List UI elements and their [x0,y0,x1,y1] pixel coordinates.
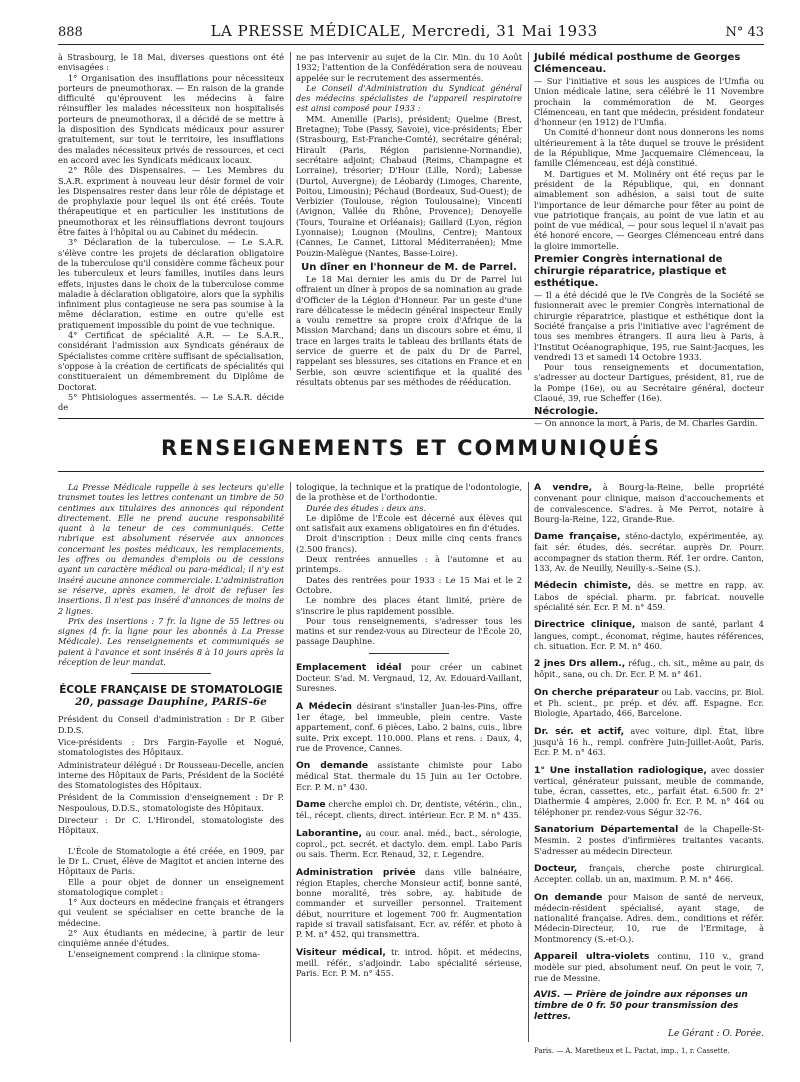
ad-text: avec dossier vertical, générateur puissant, meuble de commande, tube, écran, cassettes, etc., parfait état. 6.500 fr. 2° Diathermie 4 ampères, 2.000 fr. Ecr. P. M. n° 464 ou téléphoner pr. rendez-vous Ségur 32-76. [534,764,764,817]
ad-text: maison de santé, parlant 4 langues, compt., économat, régime, hautes références, ch. situation. Ecr. P. M. n° 460. [534,619,764,651]
classified-ad [534,726,764,758]
paragraph: tologique, la technique et la pratique de l'odontologie, de la prothèse et de l'orthodontie. [296,482,522,503]
ad-text: à Bourg-la-Reine, belle propriété convenant pour clinique, maison d'accouchements et de convalescence. S'adres. à Me Perrot, notaire à Bourg-la-Reine, 122, Grande-Rue. [534,482,764,524]
paragraph: Droit d'inscription : Deux mille cinq cents francs (2.500 francs). [296,533,522,554]
section-rule [58,471,764,472]
ad-text: tr. introd. hôpit. et médecins, meill. référ., s'adjoindr. Labo spécialité sérieuse, Paris. Ecr. P. M. n° 455. [296,946,522,979]
classified-ad [534,619,764,651]
bottom-column-2 [296,482,522,985]
paragraph: Le Conseil d'Administration du Syndicat général des médecins spécialistes de l'appareil respiratoire est ainsi composé pour 1933 : [296,82,522,114]
classified-ads [534,482,764,983]
ad-text: pour Maison de santé de nerveux, médecin-résident spécialisé, ayant stage, de nationalité française. Adres. dem., conditions et référ. Médecin-Directeur, 10, rue de l'Ermitage, à Montmorency (S.-et-O.). [534,891,764,944]
classified-ads [296,662,522,979]
paragraph: — On annonce la mort, à Paris, de M. Charles Gardin. [534,418,758,429]
divider [131,673,211,674]
bottom-column-3 [534,482,764,1055]
classified-ad [296,662,522,694]
paragraph: à Strasbourg, le 18 Mai, diverses questions ont été envisagées : [58,52,284,73]
staff-line: Président du Conseil d'administration : Dr P. Giber D.D.S. [58,714,284,735]
classified-ad [296,828,522,860]
gerant-line: Le Gérant : O. Porée. [667,1028,764,1039]
ad-text: sténo-dactylo, expérimentée, ay. fait sér. études, dés. secrétar. auprès Dr. Pourr. accompagner ds station therm. Réf. 1er ordre. Canton, 133, Av. de Neuilly, Neuilly-s.-Seine (S.). [534,531,764,574]
ad-lead: Sanatorium Départemental [534,824,679,836]
ad-text: ou Lab. vaccins, pr. Biol. et Ph. scient., pr. prép. et dév. aff. Espagne. Ecr. Biologie, Apartado, 466, Barcelone. [534,686,764,719]
ad-text: désirant s'installer Juan-les-Pins, offre 1er étage, bel immeuble, plein centre. Vaste appartement, conf. 6 pièces, Labo. 2 bains, cuis., libre suite. Prix except. 110.000. Plans et rens. : Daux, 4, rue de Provence, Cannes. [296,700,522,753]
article-heading: Nécrologie. [534,406,599,418]
ad-lead: Laborantine, [296,827,363,839]
ad-text: assistante chimiste pour Labo médical Stat. thermale du 15 Juin au 1er Octobre. Ecr. P. M. n° 430. [296,760,522,792]
school-address: 20, passage Dauphine, PARIS-6e [75,696,267,709]
printer-line: Paris. — A. Maretheux et L. Pactat, imp., 1, r. Cassette. [534,1046,730,1055]
ad-lead: On demande [296,760,369,772]
classified-ad [534,863,764,885]
section-rule [58,418,764,419]
ads-notice: La Presse Médicale rappelle à ses lecteurs qu'elle transmet toutes les lettres contenant un timbre de 50 centimes aux titulaires des annonces qui répondent directement. Elle ne prend aucune responsabilité quant à la teneur de ces communiqués. Cette rubrique est absolument réservée aux annonces concernant les postes médicaux, les remplacements, les offres ou demandes d'emplois ou de cessions ayant un caractère médical ou para-médical; il n'y est inséré aucune annonce commerciale. L'administration se réserve, après examen, le droit de refuser les insertions. Il n'est pas inséré d'annonces de moins de 2 lignes. [58,482,284,616]
ad-lead: Dame [296,799,326,811]
staff-line: Président de la Commission d'enseignement : Dr P. Nespoulous, D.D.S., stomatologiste des Hôpitaux. [58,792,284,813]
classified-ad [534,951,764,983]
paragraph: Deux rentrées annuelles : à l'automne et au printemps. [296,554,522,575]
ad-text: réfug., ch. sit., même au pair, ds hôpit., sana, ou ch. Dr. Ecr. P. M. n° 461. [534,658,764,680]
paragraph: — Il a été décidé que le IVe Congrès de la Société se fusionnerait avec le premier Congrès international de chirurgie réparatrice, plastique et esthétique dont la Société française a pris l'initiative avec l'agrément de tous ses membres étrangers. Il aura lieu à Paris, à l'Institut Océanographique, 195, rue Saint-Jacques, les vendredi 13 et samedi 14 Octobre 1933. [534,290,764,362]
ad-lead: On cherche préparateur [534,686,659,698]
paragraph: 4° Certificat de spécialité A.R. — Le S.A.R., considérant l'admission aux Syndicats généraux de Spécialistes comme critère suffisant de spécialisation, s'oppose à la création de certificats de spécialités qui constitueraient un démembrement du Diplôme de Doctorat. [58,330,284,392]
section-title: RENSEIGNEMENTS ET COMMUNIQUÉS [161,436,661,460]
top-column-2 [296,52,522,387]
staff-line: Vice-présidents : Drs Fargin-Fayolle et Nogué, stomatologistes des Hôpitaux. [58,736,284,758]
paragraph: Le 18 Mai dernier les amis du Dr de Parrel lui offraient un dîner à propos de sa nomination au grade d'Officier de la Légion d'Honneur. Par un geste d'une rare délicatesse le médecin général inspecteur Emily a voulu remettre sa propre croix d'Afrique de la Mission Marchand; dans un discours sobre et ému, il trace en larges traits le tableau des brillants états de service de guerre et de paix du Dr de Parrel, rappelant ses blessures, ses citations en France et en Serbie, son œuvre scientifique et la qualité des résultats obtenus par ses méthodes de rééducation. [296,273,522,387]
paragraph: Durée des études : deux ans. [306,502,427,513]
paragraph: L'enseignement comprend : la clinique stoma- [68,948,260,959]
ad-text: avec voiture, dipl. État, libre jusqu'à 16 h., rempl. confrère Juin-Juillet-Août, Paris. Ecr. P. M. n° 463. [534,725,765,758]
school-title: ÉCOLE FRANÇAISE DE STOMATOLOGIE [59,684,283,697]
ad-lead: Administration privée [296,866,416,878]
paragraph: Pour tous renseignements et documentation, s'adresser au docteur Dartigues, président, 81, rue de la Pompe (16e), ou au Secrétaire général, docteur Claoué, 39, rue Scheffer (16e). [534,362,764,404]
article-heading: Jubilé médical posthume de Georges Clémenceau. [534,52,741,75]
ad-lead: Appareil ultra-violets [534,950,650,962]
ad-lead: Visiteur médical, [296,946,386,958]
classified-ad [534,824,764,856]
ad-text: continu, 110 v., grand modèle sur pied, absolument neuf. On peut le voir, 7, rue de Messine. [534,950,764,983]
paragraph: 2° Aux étudiants en médecine, à partir de leur cinquième année d'études. [58,927,284,949]
ad-lead: Emplacement idéal [296,661,402,673]
classified-ad [534,892,764,944]
paragraph: Dates des rentrées pour 1933 : Le 15 Mai et le 2 Octobre. [296,574,522,595]
column-divider [528,482,529,1042]
ad-lead: 2 jnes Drs allem., [534,658,626,670]
classified-ad [296,947,522,979]
staff-line: Directeur : Dr C. L'Hirondel, stomatologiste des Hôpitaux. [58,815,284,836]
paragraph: 2° Rôle des Dispensaires. — Les Membres du S.A.R. expriment à nouveau leur désir formel de voir les Dispensaires rester dans leur rôle de dépistage et de prophylaxie pour lequel ils ont été créés. Toute thérapeutique et en particulier les institutions de pneumothorax et les réinsufflations devront toujours être faites à l'hôpital ou au Cabinet du médecin. [58,165,284,238]
ad-lead: Docteur, [534,862,578,874]
paragraph: MM. Amenille (Paris), président; Quelme (Brest, Bretagne); Tobe (Passy, Savoie), vice-présidents; Éber (Strasbourg, Est-Franche-Comté), secrétaire général; Hirault (Paris, Région parisienne-Normandie), secrétaire adjoint; Chabaud (Reims, Champagne et Lorraine), trésorier; D'Hour (Lille, Nord); Labesse (Durtol, Auvergne); de Léobardy (Limoges, Charente, Poitou, Limousin); Péchaud (Bordeaux, Sud-Ouest); de Verbizier (Toulouse, région Toulousaine); Vincenti (Avignon, Vallée du Rhône, Provence); Denoyelle (Tours, Touraine et Orléanais); Gaillard (Lyon, région Lyonnaise); Lougnon (Moulins, Centre); Mantoux (Cannes, Le Cannet, Littoral Méditerranéen); Mme Pouzin-Malègue (Nantes, Basse-Loire). [296,113,522,258]
paragraph: ne pas intervenir au sujet de la Cir. Min. du 10 Août 1932; l'attention de la Confédération sera de nouveau appelée sur le recrutement des assermentés. [296,52,522,83]
top-column-3 [534,52,764,429]
insertion-prices: Prix des insertions : 7 fr. la ligne de 55 lettres ou signes (4 fr. la ligne pour les abonnés à La Presse Médicale). Les renseignements et communiqués se paient à l'avance et sont insérés 8 à 10 jours après la réception de leur mandat. [58,615,284,668]
paragraph: Pour tous renseignements, s'adresser tous les matins et sur rendez-vous au Directeur de l'École 20, passage Dauphine. [296,615,522,647]
ad-text: français, cherche poste chirurgical. Accepter. collab. un an, maximum. P. M. n° 466. [534,862,764,885]
paragraph: 1° Aux docteurs en médecine français et étrangers qui veulent se spécialiser en cette branche de la médecine. [58,897,284,928]
article-heading: Premier Congrès international de chirurgie réparatrice, plastique et esthétique. [534,254,727,290]
column-divider [290,52,291,370]
ad-lead: Dame française, [534,531,621,543]
classified-ad [534,482,764,524]
ad-lead: On demande [534,891,603,903]
paragraph: Le diplôme de l'École est décerné aux élèves qui ont satisfait aux examens obligatoires en fin d'études. [296,512,522,534]
divider [369,653,449,654]
classified-ad [534,687,764,719]
ad-text: au cour. anal. méd., bact., sérologie, coprol., pct. secrét. et dactylo. dem. empl. Labo Paris ou sais. Therm. Ecr. Renaud, 32, r. Legendre. [296,827,522,860]
ad-text: dans ville balnéaire, région Etaples, cherche Monsieur actif, bonne santé, bonne moralité, très sobre, ay. habitude de commander et surveiller personnel. Traitement début, nourriture et logement 700 fr. Augmentation rapide si travail satisfaisant. Ecr. av. référ. et photo à P. M. n° 452, qui transmettra. [296,866,522,940]
classified-ad [534,580,764,612]
top-column-1 [58,52,284,412]
ad-lead: Directrice clinique, [534,619,636,631]
ad-text: cherche emploi ch. Dr, dentiste, vétérin., clin., tél., récept. clients, direct. intérieur. Ecr. P. M. n° 435. [296,799,522,821]
classified-ad [296,867,522,940]
paragraph: M. Dartigues et M. Molinéry ont été reçus par le président de la République, qui, en donnant aimablement son adhésion, a saisi tout de suite l'importance de leur démarche pour fêter au point de vue patriotique français, au point de vue latin et au point de vue médical, — pour sous lequel il n'avait pas été honoré encore, — Georges Clémenceau entré dans la gloire immortelle. [534,168,764,251]
paragraph: Le nombre des places étant limité, prière de s'inscrire le plus rapidement possible. [296,595,522,616]
article-heading: Un dîner en l'honneur de M. de Parrel. [301,261,517,273]
classified-ad [534,765,764,817]
paragraph: 5° Phtisiologues assermentés. — Le S.A.R. décide de [58,391,284,413]
paragraph: 1° Organisation des insufflations pour nécessiteux porteurs de pneumothorax. — En raison de la grande difficulté qu'éprouvent les médecins à faire réinsuffler les malades nécessiteux non hospitalisés porteurs de pneumothorax, il a décidé de se mettre à la disposition des Syndicats médicaux pour assurer gratuitement, sur tout le territoire, les insufflations des malades nécessiteux privés de ressources, et ceci en accord avec les Syndicats médicaux locaux. [58,72,284,165]
classified-ad [534,658,764,680]
ad-lead: A Médecin [296,700,352,712]
classified-ad [534,531,764,573]
ad-text: dés. se mettre en rapp. av. Labos de spécial. pharm. pr. fabricat. nouvelle spécialité sér. Ecr. P. M. n° 459. [534,580,764,612]
avis-notice: AVIS. — Prière de joindre aux réponses un timbre de 0 fr. 50 pour transmission des lettres. [534,989,748,1022]
classified-ad [296,760,522,792]
page-number: 888 [58,25,83,40]
paragraph: Elle a pour objet de donner un enseignement stomatologique complet : [58,876,284,897]
ad-lead: Médecin chimiste, [534,580,632,592]
journal-title: LA PRESSE MÉDICALE, Mercredi, 31 Mai 1933 [210,22,598,40]
paragraph: Un Comité d'honneur dont nous donnerons les noms ultérieurement à la tête duquel se trouve le président de la République, Mme Jacquemaire Clémenceau, la famille Clémenceau, est déjà constitué. [534,127,764,169]
issue-number: N° 43 [725,25,764,40]
paragraph: — Sur l'initiative et sous les auspices de l'Umfia ou Union médicale latine, sera célébré le 11 Novembre prochain la commémoration de M. Georges Clémenceau, en tant que médecin, président fondateur d'honneur (en 1912) de l'Umfia. [534,76,764,128]
bottom-column-1 [58,482,284,959]
paragraph: 3° Déclaration de la tuberculose. — Le S.A.R. s'élève contre les projets de déclaration obligatoire de la tuberculose qu'il considère comme fâcheux pour les tuberculeux et leurs familles, inutiles dans leurs effets, injustes dans le choix de la tuberculose comme maladie à déclaration obligatoire, alors que la syphilis infiniment plus contagieuse ne sera pas soumise à la même déclaration, estime en outre qu'elle est pratiquement impossible du point de vue technique. [58,237,284,330]
column-divider [528,52,529,370]
classified-ad [296,799,522,821]
ad-text: de la Chapelle-St-Mesmin. 2 postes d'infirmières traitantes vacants. S'adresser au médecin Directeur. [534,824,764,856]
running-header [58,22,764,45]
ad-lead: 1° Une installation radiologique, [534,764,707,776]
column-divider [290,482,291,1042]
ad-lead: A vendre, [534,482,593,493]
ad-lead: Dr. sér. et actif, [534,725,625,737]
ad-text: pour créer un cabinet Docteur. S'ad. M. Vergnaud, 12, Av. Edouard-Vaillant, Suresnes. [296,661,522,694]
paragraph: L'École de Stomatologie a été créée, en 1909, par le Dr L. Cruet, élève de Magitot et ancien interne des Hôpitaux de Paris. [58,845,284,877]
staff-line: Administrateur délégué : Dr Rousseau-Decelle, ancien interne des Hôpitaux de Paris, Président de la Société des Stomatologistes des Hôpitaux. [58,759,284,791]
classified-ad [296,701,522,753]
